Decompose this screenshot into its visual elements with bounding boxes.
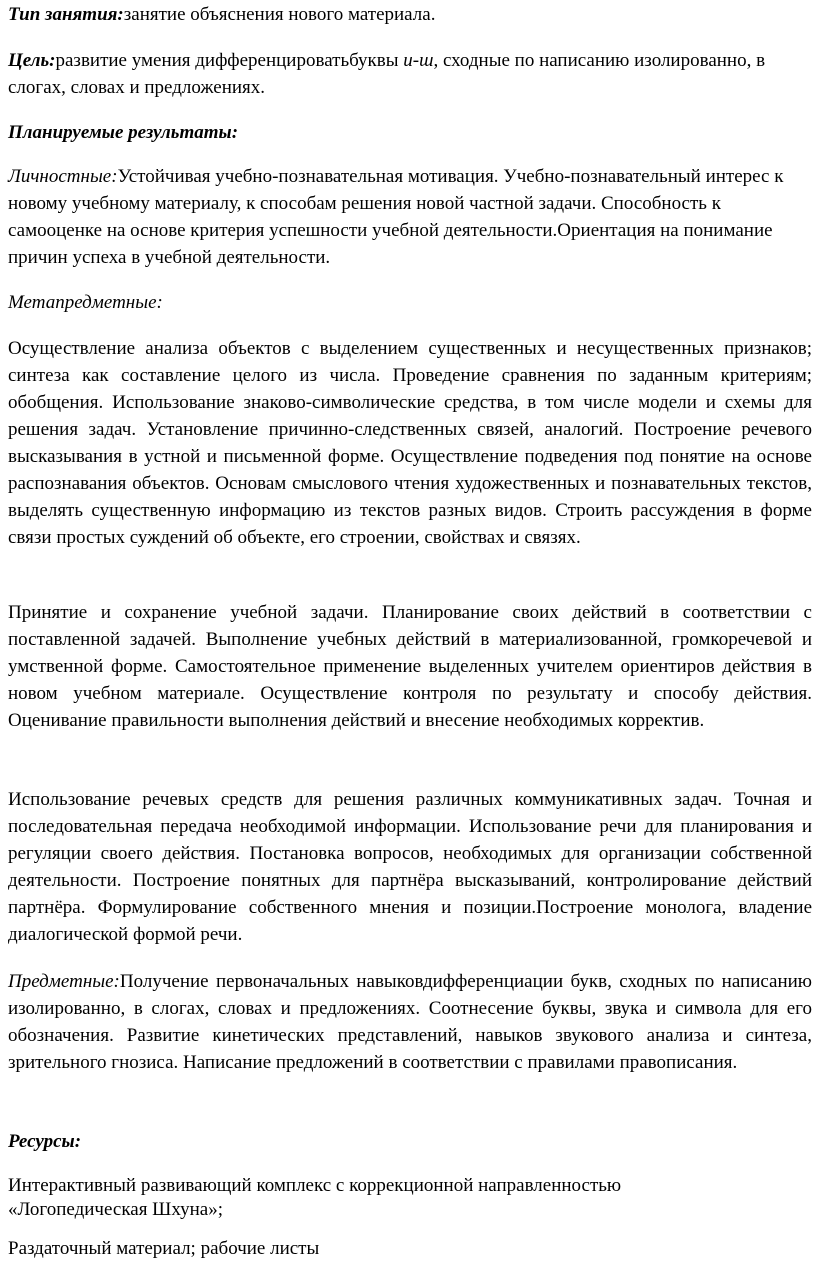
lesson-type-paragraph (8, 1, 812, 28)
metasubject-label: Метапредметные: (8, 292, 163, 313)
resources-heading: Ресурсы: (8, 1131, 82, 1152)
personal-paragraph (8, 163, 796, 271)
goal-letters: и-ш (403, 50, 434, 71)
goal-label: Цель: (8, 50, 56, 71)
subject-paragraph (8, 968, 812, 1076)
personal-label: Личностные: (8, 166, 118, 187)
metasubject-cognitive-paragraph: Осуществление анализа объектов с выделением существенных и несущественных признаков; синтеза как составление целого из числа. Проведение сравнения по заданным критериям; обобщения. Использование знаково-символические средства, в том числе модели и схемы для решения задач. Установление причинно-следственных связей, аналогий. Построение речевого высказывания в устной и письменной форме. Осуществление подведения под понятие на основе распознавания объектов. Основам смыслового чтения художественных и познавательных текстов, выделять существенную информацию из текстов разных видов. Строить рассуждения в форме связи простых суждений об объекте, его строении, свойствах и связях. (8, 338, 812, 548)
metasubject-communicative-paragraph: Использование речевых средств для решения различных коммуникативных задач. Точная и последовательная передача необходимой информации. Использование речи для планирования и регуляции своего действия. Постановка вопросов, необходимых для организации собственной деятельности. Построение понятных для партнёра высказываний, контролирование действий партнёра. Формулирование собственного мнения и позиции.Построение монолога, владение диалогической формой речи. (8, 789, 812, 945)
resource-item: Интерактивный развивающий комплекс с коррекционной направленностью «Логопедическая Шхуна»; (8, 1175, 622, 1220)
lesson-type-text: занятие объяснения нового материала. (123, 4, 436, 25)
subject-text: Получение первоначальных навыковдифференциации букв, сходных по написанию изолированно, в слогах, словах и предложениях. Соотнесение буквы, звука и символа для его обозначения. Развитие кинетических представлений, навыков звукового анализа и синтеза, зрительного гнозиса. Написание предложений в соответствии с правилами правописания. (8, 971, 812, 1073)
planned-results-heading: Планируемые результаты: (8, 122, 239, 143)
lesson-type-label: Тип занятия: (8, 4, 124, 25)
goal-text-before: развитие умения дифференцироватьбуквы (55, 50, 404, 71)
personal-text: Устойчивая учебно-познавательная мотивация. Учебно-познавательный интерес к новому учебному материалу, к способам решения новой частной задачи. Способность к самооценке на основе критерия успешности учебной деятельности.Ориентация на понимание причин успеха в учебной деятельности. (8, 166, 784, 268)
subject-label: Предметные: (8, 971, 120, 992)
metasubject-regulatory-paragraph: Принятие и сохранение учебной задачи. Планирование своих действий в соответствии с поставленной задачей. Выполнение учебных действий в материализованной, громкоречевой и умственной форме. Самостоятельное применение выделенных учителем ориентиров действия в новом учебном материале. Осуществление контроля по результату и способу действия. Оценивание правильности выполнения действий и внесение необходимых корректив. (8, 602, 812, 731)
resource-item: Раздаточный материал; рабочие листы (8, 1238, 320, 1259)
goal-text-after: , сходные по написанию изолированно, в слогах, словах и предложениях. (8, 50, 766, 98)
goal-paragraph (8, 47, 814, 101)
